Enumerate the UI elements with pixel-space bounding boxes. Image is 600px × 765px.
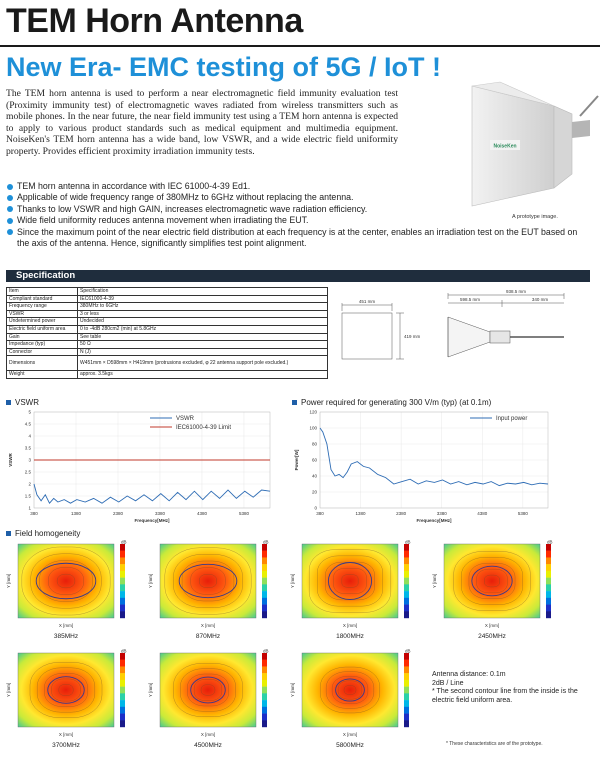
- map-x-label: X [mm]: [200, 732, 216, 737]
- spec-value: Specification: [78, 288, 328, 296]
- colorbar-unit: dB: [405, 540, 411, 545]
- spec-key: Gain: [7, 333, 78, 341]
- spec-row: [7, 348, 328, 356]
- map-x-label: X [mm]: [200, 623, 216, 628]
- note-distance: Antenna distance: 0.1m: [432, 671, 506, 678]
- spec-key: Weight: [7, 371, 78, 379]
- map-frequency-label: 5800MHz: [336, 742, 364, 749]
- y-tick-label: 40: [311, 473, 317, 479]
- svg-text:NoiseKen: NoiseKen: [493, 143, 517, 150]
- dimension-drawing: [330, 285, 592, 385]
- spec-key: Impedance (typ): [7, 341, 78, 349]
- vswr-chart-title: VSWR: [6, 398, 39, 407]
- page-subtitle: New Era- EMC testing of 5G / IoT !: [6, 52, 442, 82]
- svg-text:340 mm: 340 mm: [531, 297, 549, 302]
- y-tick-label: 2.5: [24, 469, 31, 475]
- y-tick-label: 3.5: [24, 445, 31, 451]
- x-tick-label: 3380: [154, 511, 165, 516]
- field-map: [4, 540, 144, 632]
- field-map: [288, 649, 428, 741]
- y-tick-label: 3: [28, 457, 31, 463]
- spec-row: [7, 318, 328, 326]
- note-uniform-area: * The second contour line from the inside is the electric field uniform area.: [432, 688, 578, 704]
- y-tick-label: 5: [28, 409, 31, 415]
- legend-label: IEC61000-4-39 Limit: [176, 425, 232, 431]
- spec-row: [7, 356, 328, 371]
- spec-row: [7, 341, 328, 349]
- x-tick-label: 1380: [70, 511, 82, 516]
- specification-heading: Specification: [6, 270, 590, 282]
- colorbar-unit: dB: [263, 649, 269, 654]
- field-map: [146, 649, 286, 741]
- legend-label: Input power: [496, 416, 528, 422]
- svg-text:938.5 mm: 938.5 mm: [505, 289, 527, 294]
- spec-value: 380MHz to 6GHz: [78, 303, 328, 311]
- power-chart-title: Power required for generating 300 V/m (typ) (at 0.1m): [292, 398, 491, 407]
- x-tick-label: 3380: [436, 511, 447, 516]
- photo-caption: A prototype image.: [512, 214, 558, 220]
- svg-text:419 mm: 419 mm: [404, 334, 421, 339]
- map-frequency-label: 385MHz: [53, 633, 79, 640]
- y-tick-label: 80: [311, 441, 317, 447]
- y-axis-label: VSWR: [8, 453, 13, 467]
- map-y-label: Y [mm]: [148, 682, 153, 698]
- x-tick-label: 380: [316, 511, 324, 516]
- map-x-label: X [mm]: [342, 732, 358, 737]
- feature-item: TEM horn antenna in accordance with IEC 61000-4-39 Ed1.: [6, 181, 586, 192]
- spec-value: Undecided: [78, 318, 328, 326]
- field-map: [288, 540, 428, 632]
- spec-key: Compliant standard: [7, 295, 78, 303]
- map-x-label: X [mm]: [58, 623, 74, 628]
- svg-text:598.5 mm: 598.5 mm: [459, 297, 481, 302]
- feature-list: [6, 181, 586, 249]
- spec-value: 0 to -4dB 280cm2 (min) at 5.8GHz: [78, 325, 328, 333]
- footnote: * These characteristics are of the prototype.: [446, 741, 543, 747]
- colorbar-unit: dB: [547, 540, 553, 545]
- spec-value: W451mm × D598mm × H419mm (protrusions excluded, φ 22 antenna support pole excluded.): [78, 356, 328, 371]
- x-axis-label: Frequency[MHz]: [416, 518, 452, 523]
- y-tick-label: 4: [28, 433, 31, 439]
- page-title: TEM Horn Antenna: [6, 2, 303, 40]
- spec-value: 50 Ω: [78, 341, 328, 349]
- colorbar-unit: dB: [121, 540, 127, 545]
- spec-value: N (J): [78, 348, 328, 356]
- vswr-chart: [6, 408, 274, 528]
- spec-value: approx. 3.5kgs: [78, 371, 328, 379]
- svg-text:451 mm: 451 mm: [358, 299, 376, 304]
- legend: [470, 416, 527, 422]
- x-tick-label: 5380: [517, 511, 528, 516]
- colorbar-unit: dB: [405, 649, 411, 654]
- x-tick-label: 4380: [196, 511, 207, 516]
- x-tick-label: 5380: [238, 511, 249, 516]
- y-tick-label: 1: [28, 505, 31, 511]
- map-x-label: X [mm]: [484, 623, 500, 628]
- spec-row: [7, 310, 328, 318]
- legend-label: VSWR: [176, 416, 194, 422]
- y-tick-label: 20: [311, 489, 317, 495]
- colorbar-unit: dB: [121, 649, 127, 654]
- map-frequency-label: 4500MHz: [194, 742, 222, 749]
- x-tick-label: 4380: [477, 511, 488, 516]
- map-frequency-label: 2450MHz: [478, 633, 506, 640]
- spec-key: Dimensions: [7, 356, 78, 371]
- spec-row: [7, 303, 328, 311]
- map-x-label: X [mm]: [58, 732, 74, 737]
- map-frequency-label: 870MHz: [195, 633, 221, 640]
- x-tick-label: 2380: [396, 511, 407, 516]
- spec-row: [7, 371, 328, 379]
- y-tick-label: 1.5: [24, 493, 31, 499]
- map-y-label: Y [mm]: [148, 573, 153, 589]
- note-line-step: 2dB / Line: [432, 679, 464, 687]
- y-tick-label: 0: [314, 505, 317, 511]
- field-map: [430, 540, 570, 632]
- series-line-0: [320, 428, 548, 486]
- y-tick-label: 100: [309, 425, 317, 431]
- y-tick-label: 4.5: [24, 421, 31, 427]
- spec-key: Item: [7, 288, 78, 296]
- spec-key: Connector: [7, 348, 78, 356]
- x-tick-label: 1380: [355, 511, 366, 516]
- power-chart: [292, 408, 554, 528]
- map-y-label: Y [mm]: [6, 682, 11, 698]
- spec-value: See table: [78, 333, 328, 341]
- spec-row: [7, 288, 328, 296]
- map-y-label: Y [mm]: [6, 573, 11, 589]
- y-axis-label: Power[W]: [294, 449, 299, 471]
- grid: [320, 412, 548, 508]
- feature-item: Wide field uniformity reduces antenna movement when irradiating the EUT.: [6, 215, 586, 226]
- y-tick-label: 60: [311, 457, 317, 463]
- x-tick-label: 380: [30, 511, 38, 516]
- title-divider: [0, 45, 600, 47]
- spec-table: [6, 287, 328, 379]
- colorbar-unit: dB: [263, 540, 269, 545]
- x-axis-label: Frequency[MHz]: [134, 518, 170, 523]
- field-map: [146, 540, 286, 632]
- map-y-label: Y [mm]: [290, 573, 295, 589]
- map-frequency-label: 3700MHz: [52, 742, 80, 749]
- feature-item: Applicable of wide frequency range of 380MHz to 6GHz without replacing the antenna.: [6, 192, 586, 203]
- legend: [150, 416, 231, 431]
- field-notes: [432, 671, 592, 705]
- spec-key: Electric field uniform area: [7, 325, 78, 333]
- field-homogeneity-title: Field homogeneity: [6, 529, 80, 538]
- x-tick-label: 2380: [112, 511, 123, 516]
- intro-paragraph: The TEM horn antenna is used to perform a near electromagnetic field immunity evaluation test (Proximity immunity test) of electromagnetic waves radiated from wireless transmitters such as mobile phones. In the near future, the near field immunity test using a TEM horn antenna is expected to apply to various product standards such as medical equipment and multimedia equipment. NoiseKen's TEM horn antenna has a wide band, low VSWR, and a wide electric field uniformity property. Provides efficient proximity irradiation immunity tests.: [6, 88, 398, 157]
- spec-key: Frequency range: [7, 303, 78, 311]
- spec-row: [7, 295, 328, 303]
- brand-logo: [490, 140, 520, 150]
- spec-value: 3 or less: [78, 310, 328, 318]
- spec-row: [7, 333, 328, 341]
- feature-item: Since the maximum point of the near electric field distribution at each frequency is at the center, enables an irradiation test on the EUT based on the axis of the antenna. Hence, significantly simplifies test point alignment.: [6, 227, 586, 250]
- spec-key: Undetermined power: [7, 318, 78, 326]
- series-line-0: [34, 484, 270, 503]
- y-tick-label: 120: [309, 409, 317, 415]
- field-map: [4, 649, 144, 741]
- map-y-label: Y [mm]: [290, 682, 295, 698]
- spec-row: [7, 325, 328, 333]
- map-x-label: X [mm]: [342, 623, 358, 628]
- spec-key: VSWR: [7, 310, 78, 318]
- spec-value: IEC61000-4-39: [78, 295, 328, 303]
- y-tick-label: 2: [28, 481, 31, 487]
- feature-item: Thanks to low VSWR and high GAIN, increases electromagnetic wave radiation efficiency.: [6, 204, 586, 215]
- map-frequency-label: 1800MHz: [336, 633, 364, 640]
- map-y-label: Y [mm]: [432, 573, 437, 589]
